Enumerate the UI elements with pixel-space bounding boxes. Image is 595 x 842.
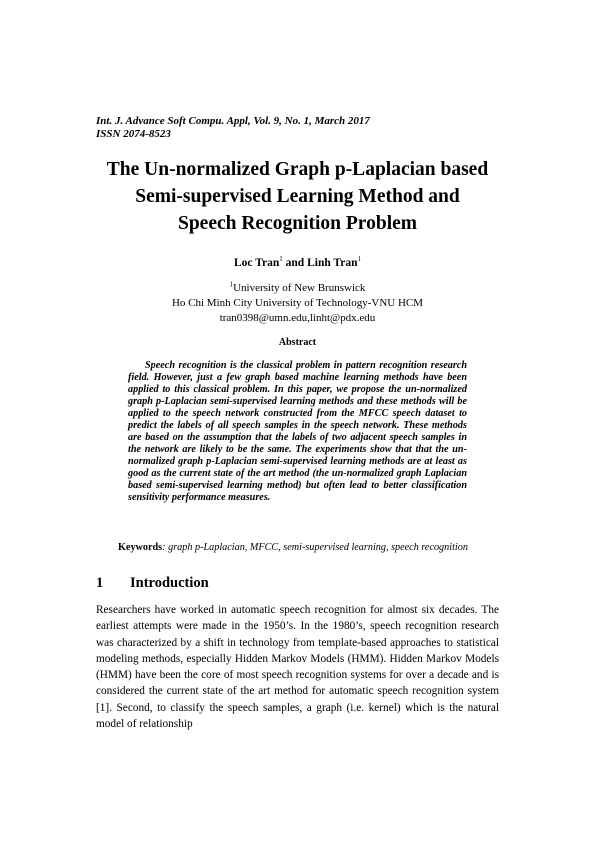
keywords-text: : graph p-Laplacian, MFCC, semi-supervised learning, speech recognition	[162, 542, 468, 553]
journal-citation: Int. J. Advance Soft Compu. Appl, Vol. 9, No. 1, March 2017	[96, 115, 370, 127]
affiliation-email: tran0398@umn.edu,linht@pdx.edu	[219, 312, 376, 324]
section-heading	[96, 574, 209, 592]
abstract-heading: Abstract	[278, 337, 317, 348]
author-list	[0, 256, 595, 270]
author-name: Linh Tran	[307, 257, 358, 269]
body-paragraph: Researchers have worked in automatic speech recognition for almost six decades. The earliest attempts were made in the 1950’s. In the 1980’s, speech recognition research was characterized by a shift in technology from template-based approaches to statistical modeling methods, especially Hidden Markov Models (HMM). Hidden Markov Models (HMM) have been the core of most speech recognition systems for over a decade and is considered the current state of the art method for automatic speech recognition system [1]. Second, to classify the speech samples, a graph (i.e. kernel) which is the natural model of relationship	[96, 604, 499, 731]
keywords	[101, 542, 469, 554]
affiliation-mark: 1	[229, 280, 234, 289]
author-separator: and	[282, 257, 308, 269]
paper-title-line-3: Speech Recognition Problem	[177, 213, 418, 234]
keywords-label: Keywords	[118, 542, 163, 553]
section-number: 1	[96, 575, 104, 591]
author-affiliation-mark: 1	[279, 255, 283, 264]
abstract-text: Speech recognition is the classical problem in pattern recognition research field. However, just a few graph based machine learning methods have been applied to this classical problem. In this paper, we propose the un-normalized graph p-Laplacian semi-supervised learning methods and these methods will be applied to the speech network constructed from the MFCC speech dataset to predict the labels of all speech samples in the speech network. These methods are based on the assumption that the labels of two adjacent speech samples in the network are likely to be the same. The experiments show that that the un-normalized graph p-Laplacian semi-supervised learning methods are at least as good as the current state of the art method (the un-normalized graph Laplacian based semi-supervised learning method) but often lead to better classification sensitivity performance measures.	[128, 360, 467, 503]
affiliation-institution: $^1$University of New Brunswick	[229, 280, 366, 294]
paper-title	[70, 156, 525, 237]
author-name: Loc Tran	[234, 257, 280, 269]
paper-title-line-2: Semi-supervised Learning Method and	[135, 186, 460, 207]
section-title: Introduction	[130, 575, 209, 591]
paper-title-line-1: The Un-normalized Graph p-Laplacian based	[106, 159, 489, 180]
affiliation-block	[0, 281, 595, 326]
author-affiliation-mark: 1	[357, 255, 361, 264]
journal-issn: ISSN 2074-8523	[96, 128, 171, 140]
affiliation-institution-2: Ho Chi Minh City University of Technology-VNU HCM	[171, 297, 424, 309]
